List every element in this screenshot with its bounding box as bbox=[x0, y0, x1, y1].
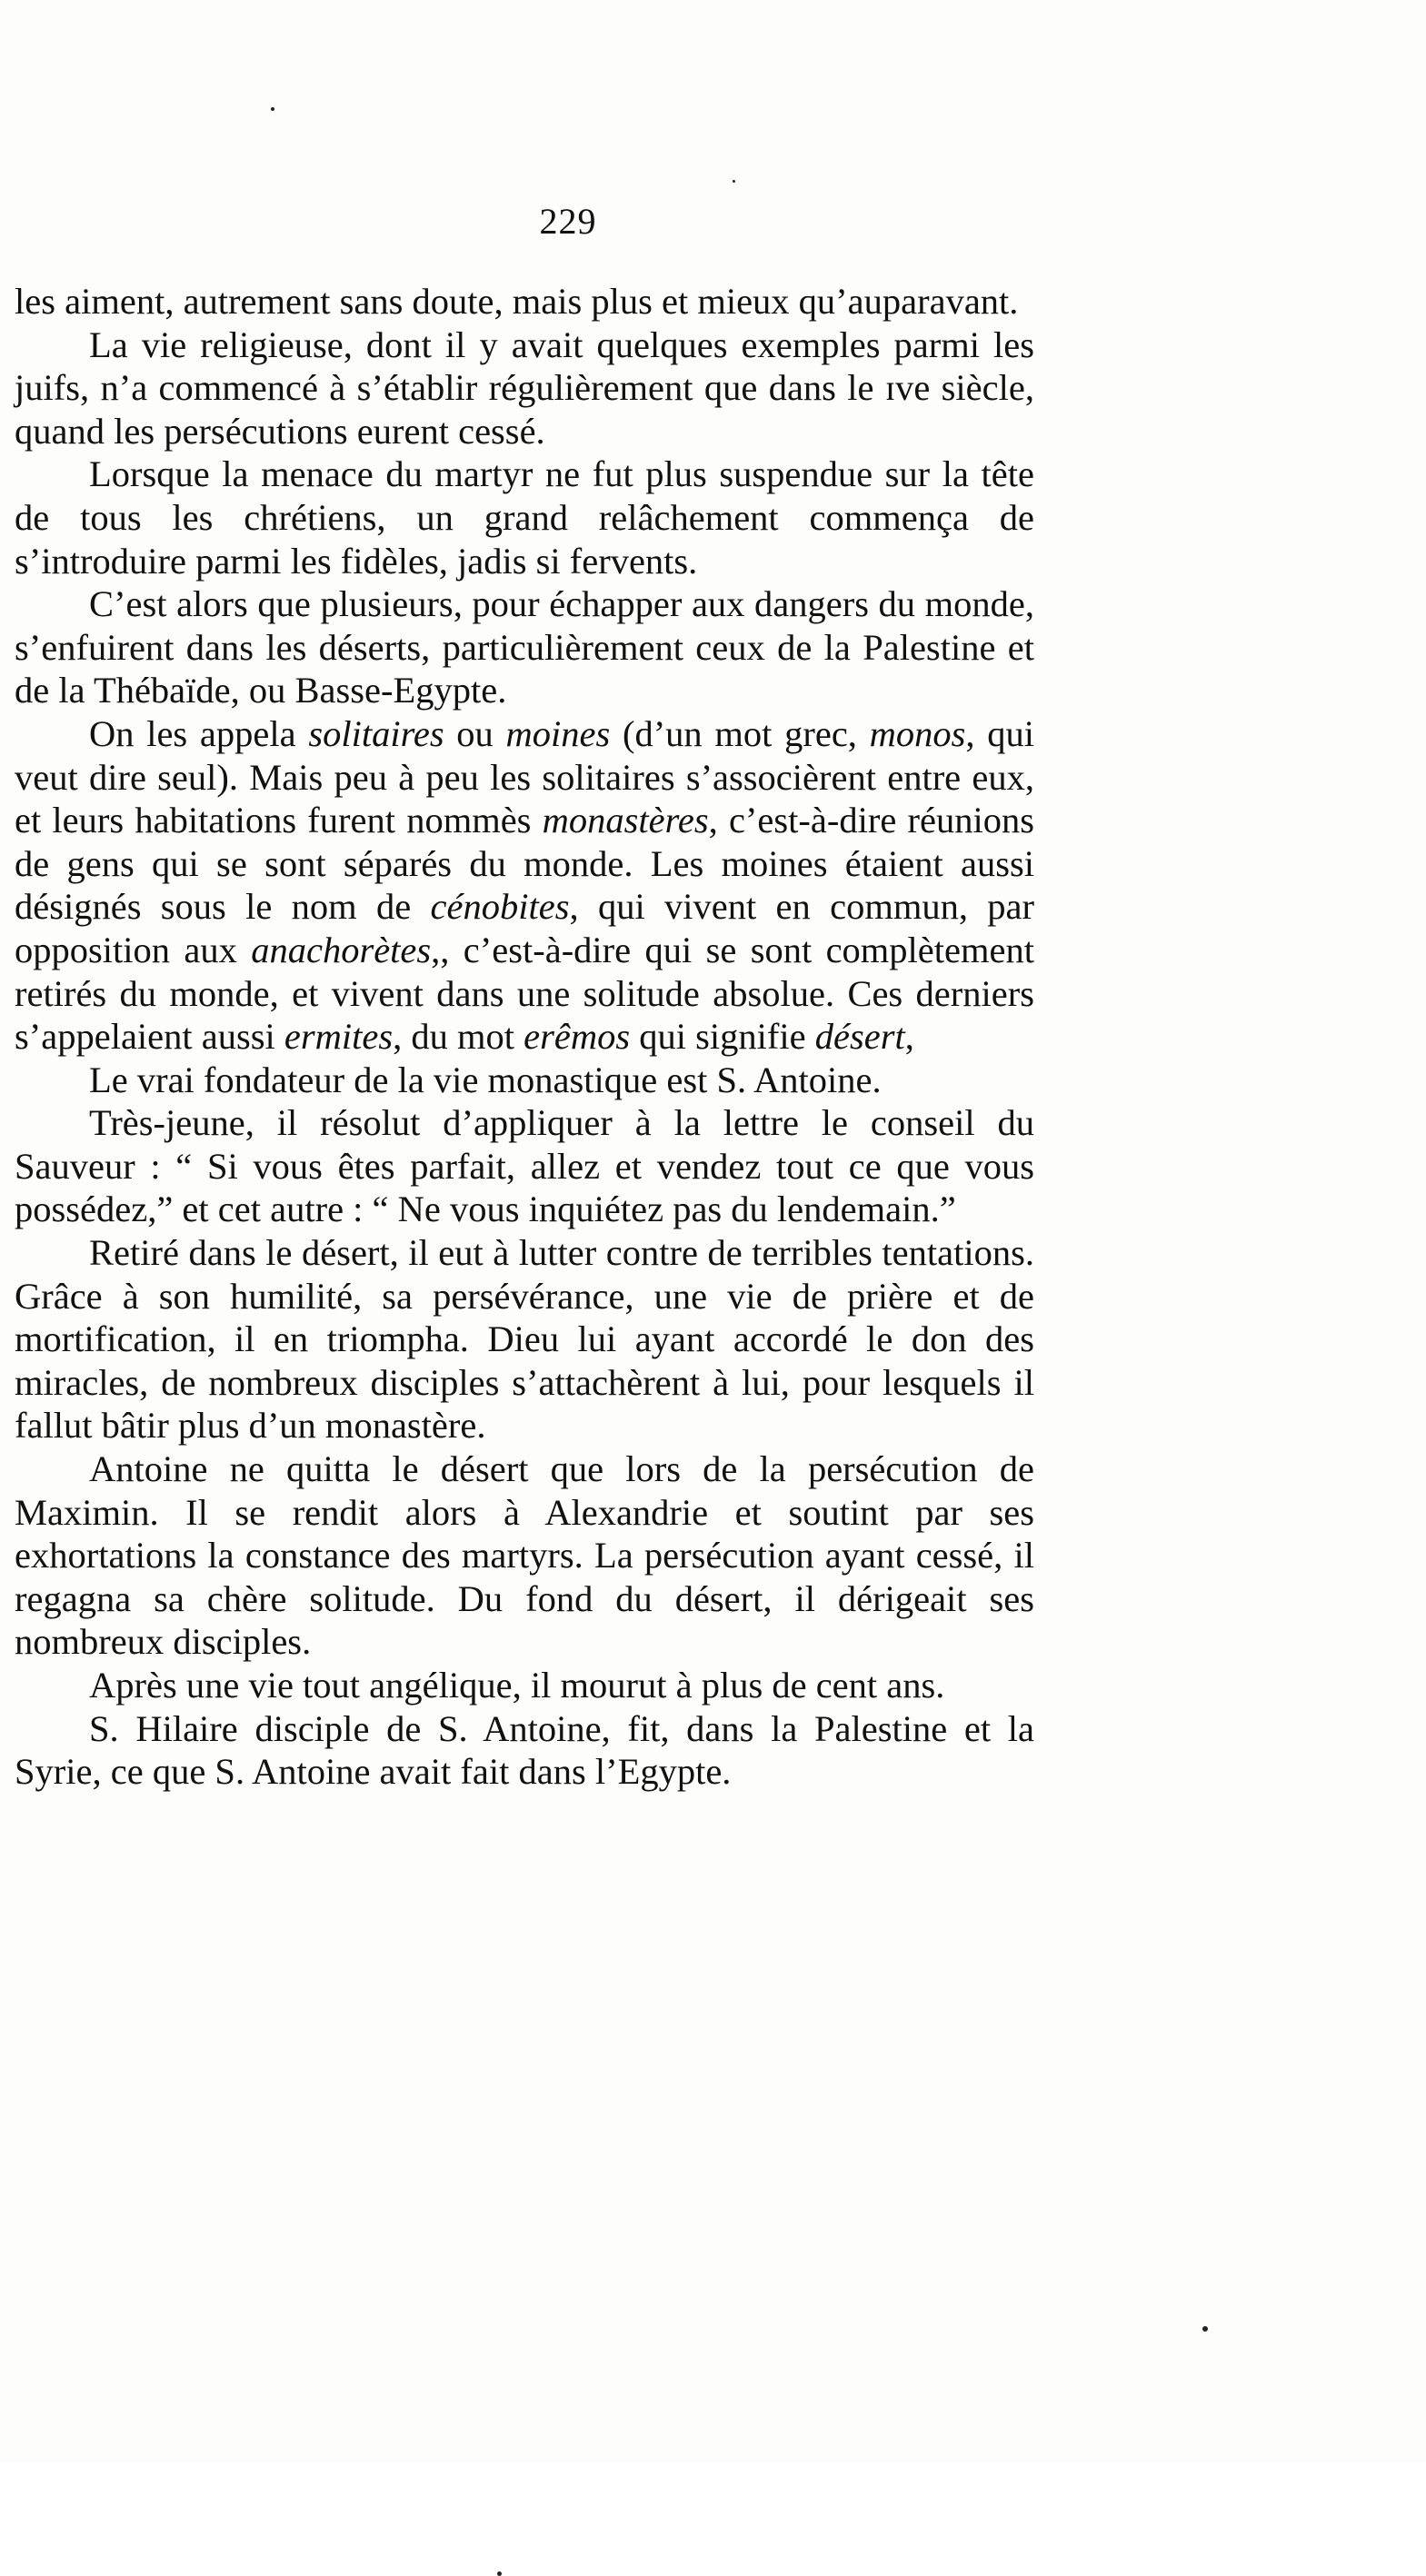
text-run: Le vrai fondateur de la vie monastique est S. Antoine. bbox=[89, 1059, 882, 1100]
italic-term: ermites bbox=[284, 1016, 394, 1058]
paragraph bbox=[15, 1707, 1034, 1794]
text-run: les aiment, autrement sans doute, mais plus et mieux qu’auparavant. bbox=[15, 281, 1019, 322]
text-run: qui signifie bbox=[630, 1016, 815, 1058]
body-text bbox=[15, 280, 1034, 1794]
paragraph bbox=[15, 1231, 1034, 1447]
text-run: Lorsque la menace du martyr ne fut plus suspendue sur la tête de tous les chrétiens, un grand relâchement commença de s’introduire parmi les fidèles, jadis si fervents. bbox=[15, 453, 1034, 582]
italic-term: anachorètes bbox=[251, 929, 432, 970]
italic-term: moines bbox=[505, 712, 611, 754]
scan-speck bbox=[733, 180, 735, 183]
italic-term: cénobites bbox=[430, 886, 570, 928]
paragraph bbox=[15, 712, 1034, 1059]
text-run: S. Hilaire disciple de S. Antoine, fit, dans la Palestine et la Syrie, ce que S. Antoine avait fait dans l’Egypte. bbox=[15, 1707, 1034, 1793]
text-run: , c’est-à-dire réunions de gens qui se sont séparés du monde. Les moines étaient aussi désignés sous le nom de bbox=[15, 800, 1034, 928]
text-run: Antoine ne quitta le désert que lors de la persécution de Maximin. Il se rendit alors à Alexandrie et soutint par ses exhortations la constance des martyrs. La persécution ayant cessé, il regagna sa chère solitude. Du fond du désert, il dérigeait ses nombreux disciples. bbox=[15, 1448, 1034, 1663]
italic-term: solitaires bbox=[308, 712, 444, 754]
italic-term: désert bbox=[814, 1016, 905, 1058]
text-run: ,, c’est-à-dire qui se sont complètement retirés du monde, et vivent dans une solitude absolue. Ces derniers s’appelaient aussi bbox=[15, 929, 1034, 1058]
paragraph bbox=[15, 1447, 1034, 1664]
scan-speck bbox=[1202, 2326, 1208, 2332]
text-run: On les appela bbox=[89, 712, 309, 754]
text-run: , qui veut dire seul). Mais peu à peu les solitaires s’associèrent entre eux, et leurs habitations furent nommès bbox=[15, 712, 1034, 841]
italic-term: monos bbox=[869, 712, 966, 754]
italic-term: erêmos bbox=[524, 1016, 631, 1058]
paragraph bbox=[15, 582, 1034, 712]
paragraph bbox=[15, 1059, 1034, 1102]
text-run: ou bbox=[444, 712, 506, 754]
text-run: , bbox=[904, 1016, 914, 1058]
text-run: La vie religieuse, dont il y avait quelques exemples parmi les juifs, n’a commencé à s’établir régulièrement que dans le ɪᴠe siècle, quand les persécutions eurent cessé. bbox=[15, 323, 1034, 452]
page-number: 229 bbox=[539, 201, 597, 242]
text-run: C’est alors que plusieurs, pour échapper aux dangers du monde, s’enfuirent dans les déserts, particulièrement ceux de la Palestine et de la Thébaïde, ou Basse-Egypte. bbox=[15, 583, 1034, 711]
scan-speck bbox=[271, 107, 274, 111]
text-run: Retiré dans le désert, il eut à lutter contre de terribles tentations. Grâce à son humilité, sa persévérance, une vie de prière et de mortification, il en triompha. Dieu lui ayant accordé le don des miracles, de nombreux disciples s’attachèrent à lui, pour lesquels il fallut bâtir plus d’un monastère. bbox=[15, 1232, 1034, 1447]
paragraph bbox=[15, 280, 1034, 323]
scan-speck bbox=[497, 2571, 502, 2576]
paragraph bbox=[15, 453, 1034, 582]
italic-term: monastères bbox=[542, 800, 709, 841]
text-run: Très-jeune, il résolut d’appliquer à la lettre le conseil du Sauveur : “ Si vous êtes parfait, allez et vendez tout ce que vous possédez,” et cet autre : “ Ne vous inquiétez pas du lendemain.” bbox=[15, 1102, 1034, 1230]
paragraph bbox=[15, 1101, 1034, 1231]
text-run: , du mot bbox=[393, 1016, 524, 1058]
text-run: , qui vivent en commun, par opposition aux bbox=[15, 886, 1034, 970]
paragraph bbox=[15, 1664, 1034, 1707]
text-run: Après une vie tout angélique, il mourut à plus de cent ans. bbox=[89, 1665, 945, 1706]
text-run: (d’un mot grec, bbox=[610, 712, 870, 754]
paragraph bbox=[15, 323, 1034, 453]
